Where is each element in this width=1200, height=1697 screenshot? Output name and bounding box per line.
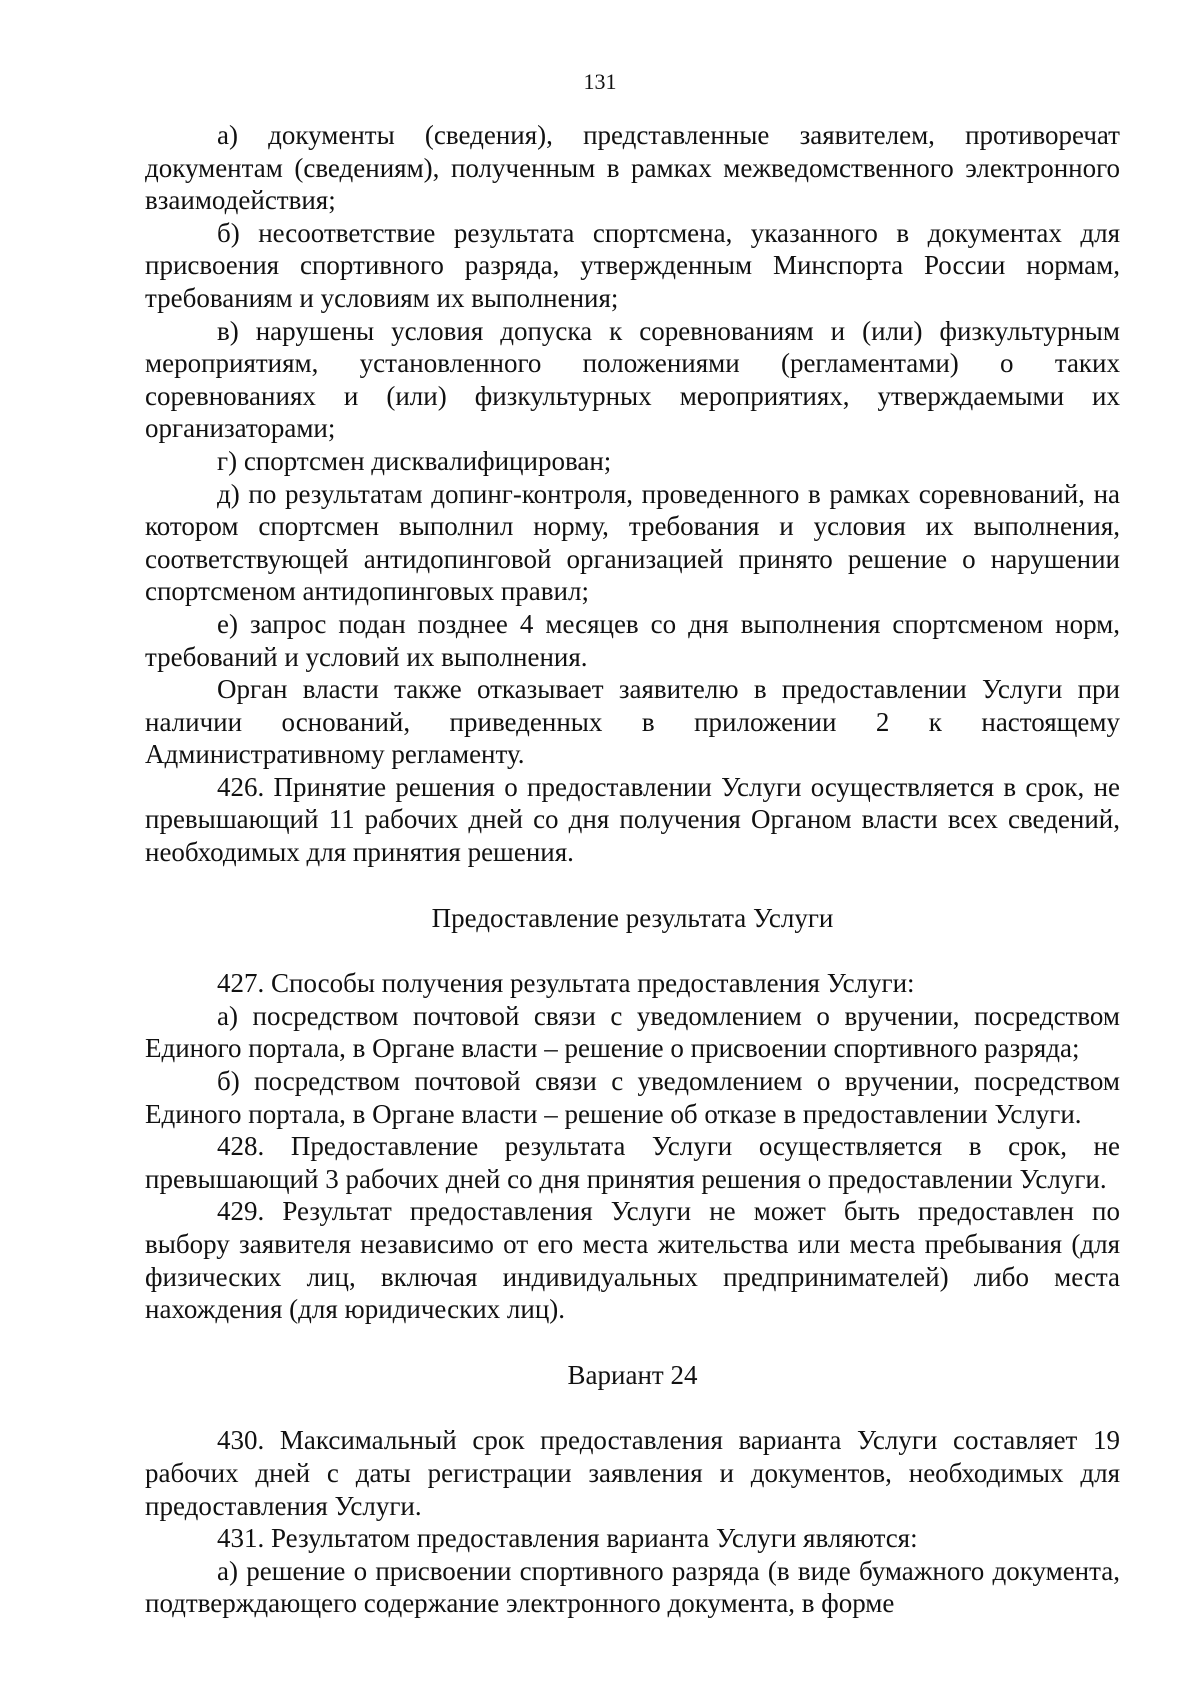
- paragraph-427-b: б) посредством почтовой связи с уведомлением о вручении, посредством Единого портала, в Органе власти – решение об отказе в предоставлении Услуги.: [145, 1066, 1120, 1129]
- paragraph-429: 429. Результат предоставления Услуги не может быть предоставлен по выбору заявителя независимо от его места жительства или места пребывания (для физических лиц, включая индивидуальных предпринимателей) либо места нахождения (для юридических лиц).: [145, 1196, 1120, 1325]
- paragraph-refusal-d: д) по результатам допинг-контроля, проведенного в рамках соревнований, на котором спортсмен выполнил норму, требования и условия их выполнения, соответствующей антидопинговой организацией принято решение о нарушении спортсменом антидопинговых правил;: [145, 478, 1120, 607]
- paragraph-427-a: а) посредством почтовой связи с уведомлением о вручении, посредством Единого портала, в Органе власти – решение о присвоении спортивного разряда;: [145, 1000, 1120, 1064]
- paragraph-430: 430. Максимальный срок предоставления варианта Услуги составляет 19 рабочих дней с даты регистрации заявления и документов, необходимых для предоставления Услуги.: [145, 1425, 1120, 1521]
- document-body: [145, 119, 1120, 1620]
- page-number: 131: [583, 69, 617, 94]
- paragraph-refusal-a: а) документы (сведения), представленные заявителем, противоречат документам (сведениям), полученным в рамках межведомственного электронного взаимодействия;: [145, 120, 1120, 216]
- paragraph-426: 426. Принятие решения о предоставлении Услуги осуществляется в срок, не превышающий 11 рабочих дней со дня получения Органом власти всех сведений, необходимых для принятия решения.: [145, 771, 1120, 868]
- paragraph-427: 427. Способы получения результата предоставления Услуги:: [217, 968, 915, 999]
- paragraph-refusal-b: б) несоответствие результата спортсмена, указанного в документах для присвоения спортивного разряда, утвержденным Минспорта России нормам, требованиям и условиям их выполнения;: [145, 217, 1120, 313]
- section-heading-variant: Вариант 24: [567, 1359, 698, 1390]
- paragraph-428: 428. Предоставление результата Услуги осуществляется в срок, не превышающий 3 рабочих дней со дня принятия решения о предоставлении Услуги.: [145, 1131, 1120, 1194]
- paragraph-refusal-e: е) запрос подан позднее 4 месяцев со дня выполнения спортсменом норм, требований и условий их выполнения.: [145, 608, 1120, 672]
- section-heading-result: Предоставление результата Услуги: [431, 902, 834, 933]
- paragraph-431-a: а) решение о присвоении спортивного разряда (в виде бумажного документа, подтверждающего содержание электронного документа, в форме: [145, 1555, 1120, 1619]
- paragraph-refusal-v: в) нарушены условия допуска к соревнованиям и (или) физкультурным мероприятиям, установленного положениями (регламентами) о таких соревнованиях и (или) физкультурных мероприятиях, утверждаемыми их организаторами;: [145, 315, 1120, 444]
- paragraph-additional-refusal: Орган власти также отказывает заявителю в предоставлении Услуги при наличии оснований, приведенных в приложении 2 к настоящему Административному регламенту.: [145, 674, 1120, 770]
- paragraph-431: 431. Результатом предоставления варианта Услуги являются:: [217, 1523, 918, 1554]
- paragraph-refusal-g: г) спортсмен дисквалифицирован;: [217, 445, 612, 476]
